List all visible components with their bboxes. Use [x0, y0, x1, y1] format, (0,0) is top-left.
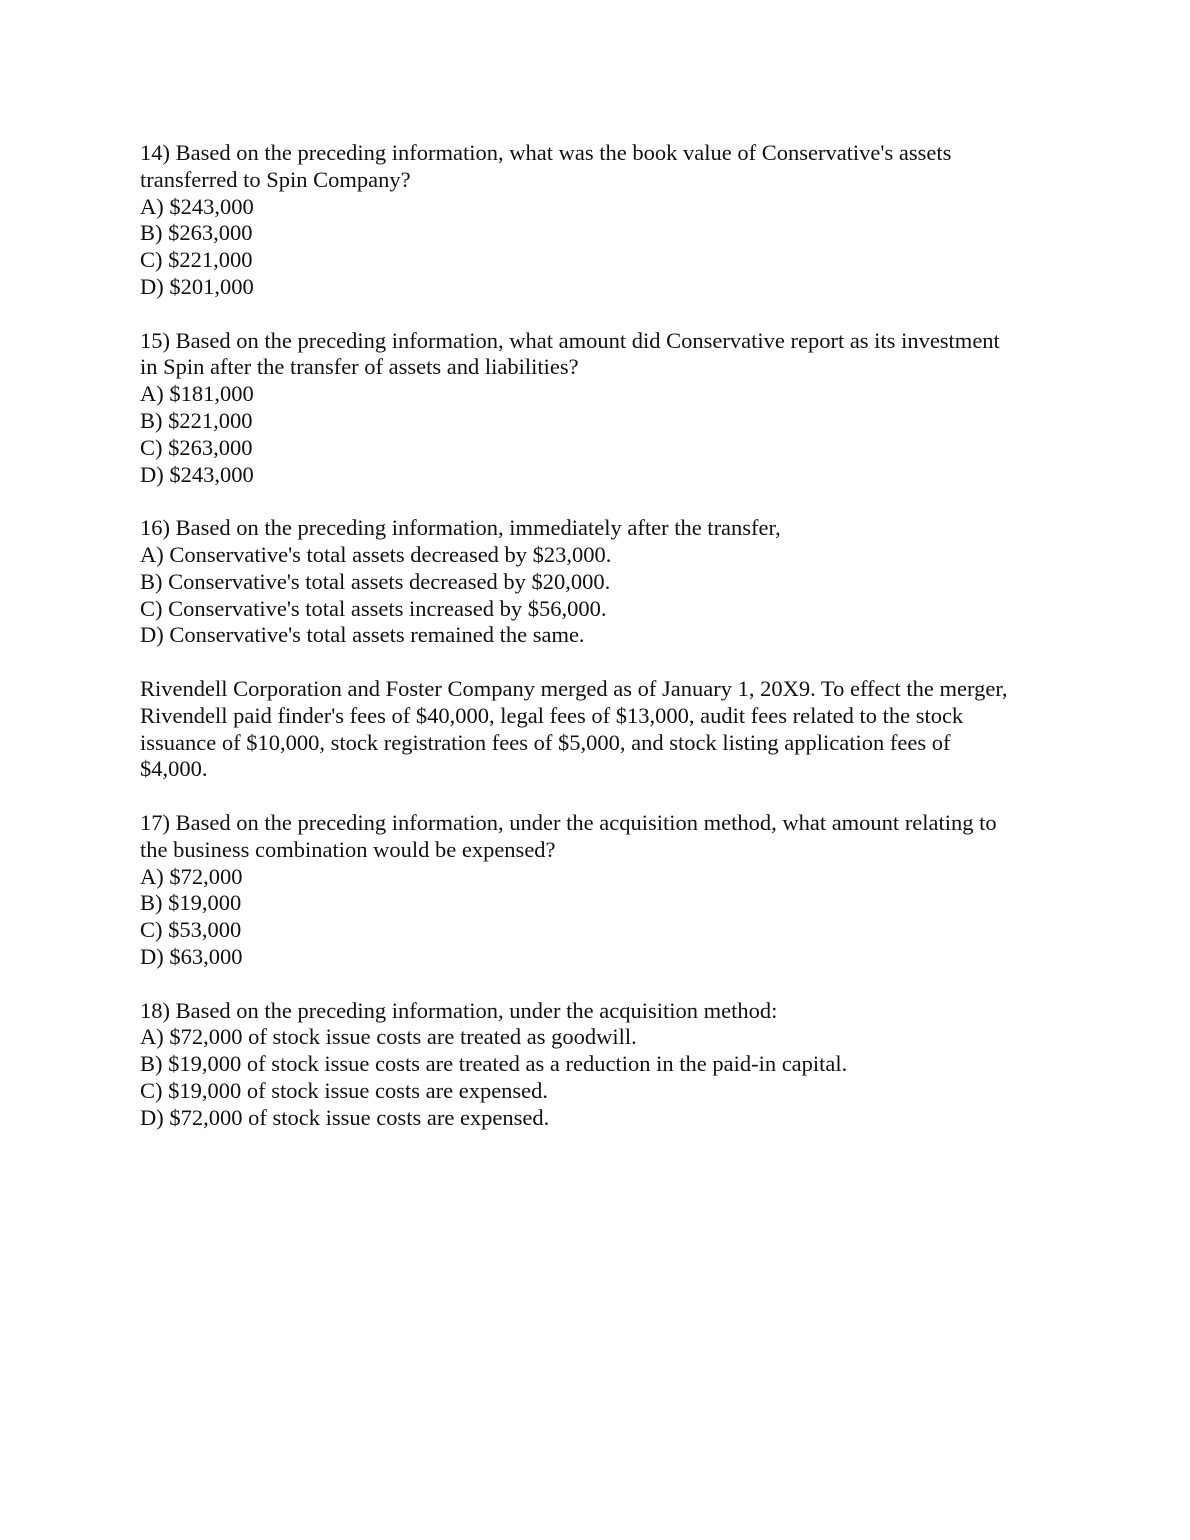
answer-option: D) $243,000: [140, 461, 254, 487]
question-stem-line: 15) Based on the preceding information, what amount did Conservative report as its investment: [140, 327, 1000, 353]
answer-option: A) $243,000: [140, 193, 254, 219]
scenario-paragraph: [140, 676, 1060, 783]
answer-option: D) $63,000: [140, 943, 243, 969]
answer-option: D) $72,000 of stock issue costs are expensed.: [140, 1104, 550, 1130]
answer-option: C) $19,000 of stock issue costs are expensed.: [140, 1077, 549, 1103]
question-16: [140, 515, 1060, 649]
answer-option: D) $201,000: [140, 273, 254, 299]
answer-option: A) $72,000 of stock issue costs are treated as goodwill.: [140, 1024, 637, 1050]
answer-option: A) $72,000: [140, 863, 243, 889]
answer-option: D) Conservative's total assets remained the same.: [140, 622, 585, 648]
question-17: [140, 810, 1060, 971]
question-stem-line: 18) Based on the preceding information, under the acquisition method:: [140, 997, 778, 1023]
answer-option: C) Conservative's total assets increased by $56,000.: [140, 595, 607, 621]
scenario-line: Rivendell paid finder's fees of $40,000, legal fees of $13,000, audit fees related to the stock: [140, 702, 964, 728]
question-18: [140, 998, 1060, 1132]
question-stem-line: in Spin after the transfer of assets and liabilities?: [140, 354, 579, 380]
question-stem-line: transferred to Spin Company?: [140, 166, 411, 192]
scenario-line: issuance of $10,000, stock registration fees of $5,000, and stock listing application fees of: [140, 729, 951, 755]
answer-option: C) $221,000: [140, 247, 253, 273]
scenario-line: Rivendell Corporation and Foster Company merged as of January 1, 20X9. To effect the merger,: [140, 675, 1008, 701]
answer-option: A) $181,000: [140, 381, 254, 407]
question-stem-line: the business combination would be expensed?: [140, 836, 556, 862]
question-stem-line: 16) Based on the preceding information, immediately after the transfer,: [140, 515, 781, 541]
answer-option: B) $221,000: [140, 407, 253, 433]
question-stem-line: 14) Based on the preceding information, what was the book value of Conservative's assets: [140, 140, 952, 165]
answer-option: C) $53,000: [140, 917, 242, 943]
answer-option: B) $263,000: [140, 220, 253, 246]
question-stem-line: 17) Based on the preceding information, under the acquisition method, what amount relating to: [140, 809, 997, 835]
answer-option: B) $19,000: [140, 890, 242, 916]
answer-option: B) $19,000 of stock issue costs are treated as a reduction in the paid-in capital.: [140, 1051, 848, 1077]
answer-option: C) $263,000: [140, 434, 253, 460]
document-page: [140, 140, 1060, 1158]
answer-option: B) Conservative's total assets decreased by $20,000.: [140, 568, 611, 594]
answer-option: A) Conservative's total assets decreased by $23,000.: [140, 541, 612, 567]
scenario-line: $4,000.: [140, 756, 208, 782]
question-14: [140, 140, 1060, 301]
question-15: [140, 328, 1060, 489]
